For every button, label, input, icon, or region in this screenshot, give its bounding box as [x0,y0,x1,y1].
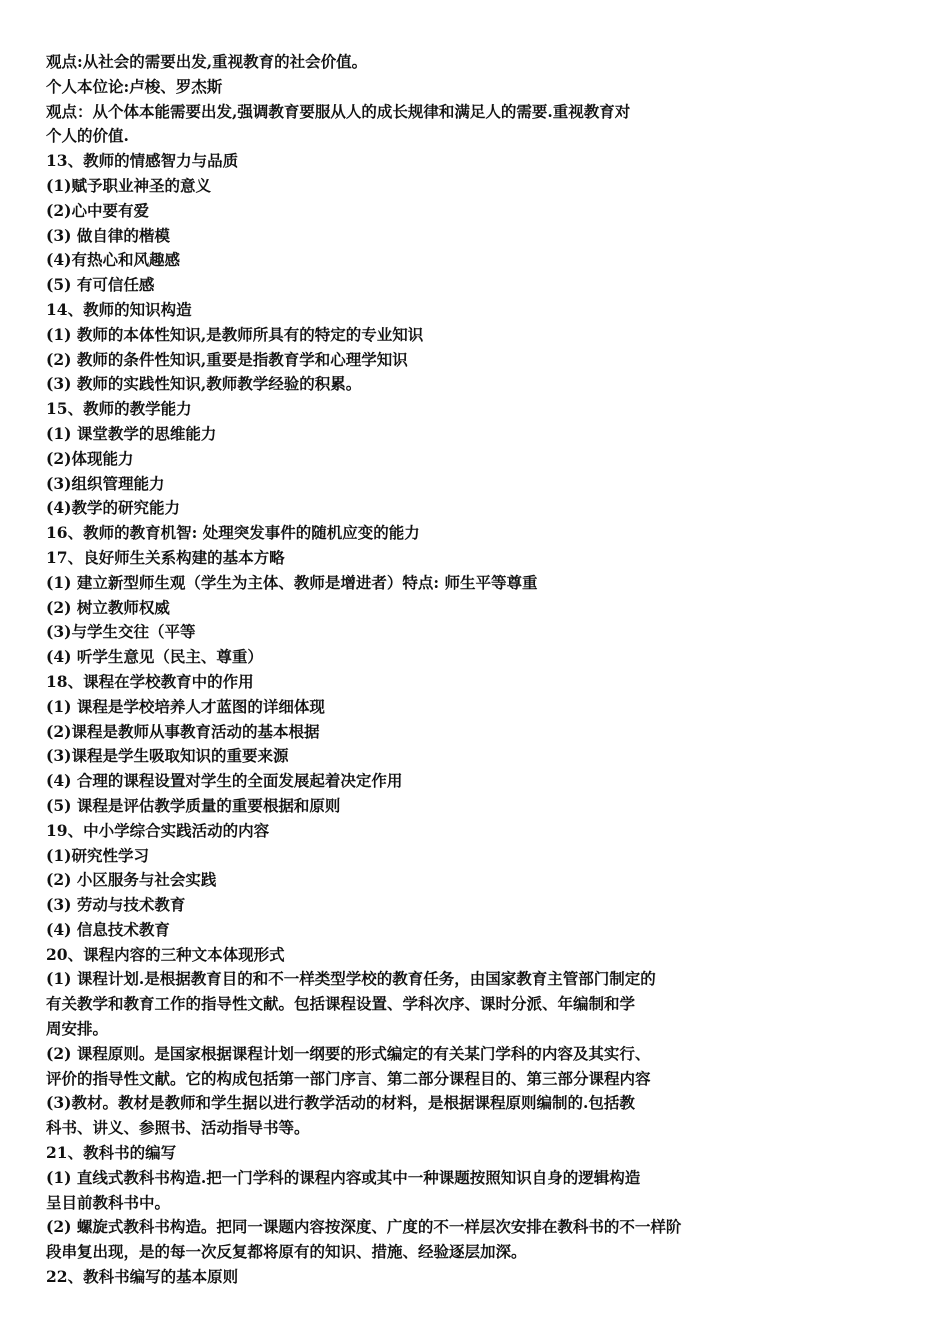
text-line: (2) 树立教师权威 [46,597,170,617]
text-line: 个人的价值. [46,126,129,146]
text-line: 14、教师的知识构造 [46,299,192,319]
text-line: (2)课程是教师从事教育活动的基本根据 [46,721,320,741]
text-line: (4)有热心和风趣感 [46,250,180,270]
text-line: (2) 螺旋式教科书构造。把同一课题内容按深度、广度的不一样层次安排在教科书的不一样阶 [46,1217,682,1237]
text-line: 周安排。 [46,1019,109,1039]
text-line: (2)体现能力 [46,448,134,468]
text-line: 有关教学和教育工作的指导性文献。包括课程设置、学科次序、课时分派、年编制和学 [46,994,636,1014]
text-line: 科书、讲义、参照书、活动指导书等。 [46,1118,310,1138]
text-line: (3)与学生交往（平等 [46,622,196,642]
text-line: 15、教师的教学能力 [46,399,192,419]
text-line: (5) 课程是评估教学质量的重要根据和原则 [46,795,341,815]
text-line: 18、课程在学校教育中的作用 [46,671,254,691]
text-line: 21、教科书的编写 [46,1143,177,1163]
text-line: 17、良好师生关系构建的基本方略 [46,547,285,567]
text-line: (4) 听学生意见（民主、尊重） [46,647,263,667]
text-line: 呈目前教科书中。 [46,1192,171,1212]
text-line: 16、教师的教育机智: 处理突发事件的随机应变的能力 [46,523,420,543]
text-line: (2) 课程原则。是国家根据课程计划一纲要的形式编定的有关某门学科的内容及其实行、 [46,1043,651,1063]
text-line: 个人本位论:卢梭、罗杰斯 [46,76,223,96]
text-line: 19、中小学综合实践活动的内容 [46,820,270,840]
text-line: 22、教科书编写的基本原则 [46,1267,239,1287]
text-line: (1) 课堂教学的思维能力 [46,423,217,443]
text-line: (3) 教师的实践性知识,教师教学经验的积累。 [46,374,362,394]
text-line: (1) 直线式教科书构造.把一门学科的课程内容或其中一种课题按照知识自身的逻辑构造 [46,1167,641,1187]
text-line: (2) 教师的条件性知识,重要是指教育学和心理学知识 [46,349,408,369]
text-line: (4) 信息技术教育 [46,919,170,939]
text-line: 评价的指导性文献。它的构成包括第一部门序言、第二部分课程目的、第三部分课程内容 [46,1068,651,1088]
text-line: 20、课程内容的三种文本体现形式 [46,944,285,964]
text-line: (3)组织管理能力 [46,473,165,493]
text-line: (3)教材。教材是教师和学生据以进行教学活动的材料，是根据课程原则编制的.包括教 [46,1093,635,1113]
text-line: (1) 课程是学校培养人才蓝图的详细体现 [46,696,325,716]
document-page [46,50,926,1290]
text-line: 13、教师的情感智力与品质 [46,151,239,171]
text-line: (4) 合理的课程设置对学生的全面发展起着决定作用 [46,771,403,791]
text-line: 段串复出现，是的每一次反复都将原有的知识、措施、经验逐层加深。 [46,1242,527,1262]
text-line: (3)课程是学生吸取知识的重要来源 [46,746,289,766]
text-line: (4)教学的研究能力 [46,498,180,518]
text-line: (3) 劳动与技术教育 [46,895,186,915]
text-line: 观点:从社会的需要出发,重视教育的社会价值。 [46,52,368,71]
text-line: (2)心中要有爱 [46,200,149,220]
text-line: (1) 建立新型师生观（学生为主体、教师是增进者）特点: 师生平等尊重 [46,572,538,592]
text-line: (3) 做自律的楷模 [46,225,170,245]
text-line: 观点：从个体本能需要出发,强调教育要服从人的成长规律和满足人的需要.重视教育对 [46,101,631,121]
text-line: (1) 课程计划.是根据教育目的和不一样类型学校的教育任务，由国家教育主管部门制定的 [46,969,656,989]
text-line: (5) 有可信任感 [46,275,155,295]
text-line: (2) 小区服务与社会实践 [46,870,217,890]
text-line: (1)赋予职业神圣的意义 [46,175,211,195]
text-line: (1)研究性学习 [46,845,149,865]
text-line: (1) 教师的本体性知识,是教师所具有的特定的专业知识 [46,324,424,344]
